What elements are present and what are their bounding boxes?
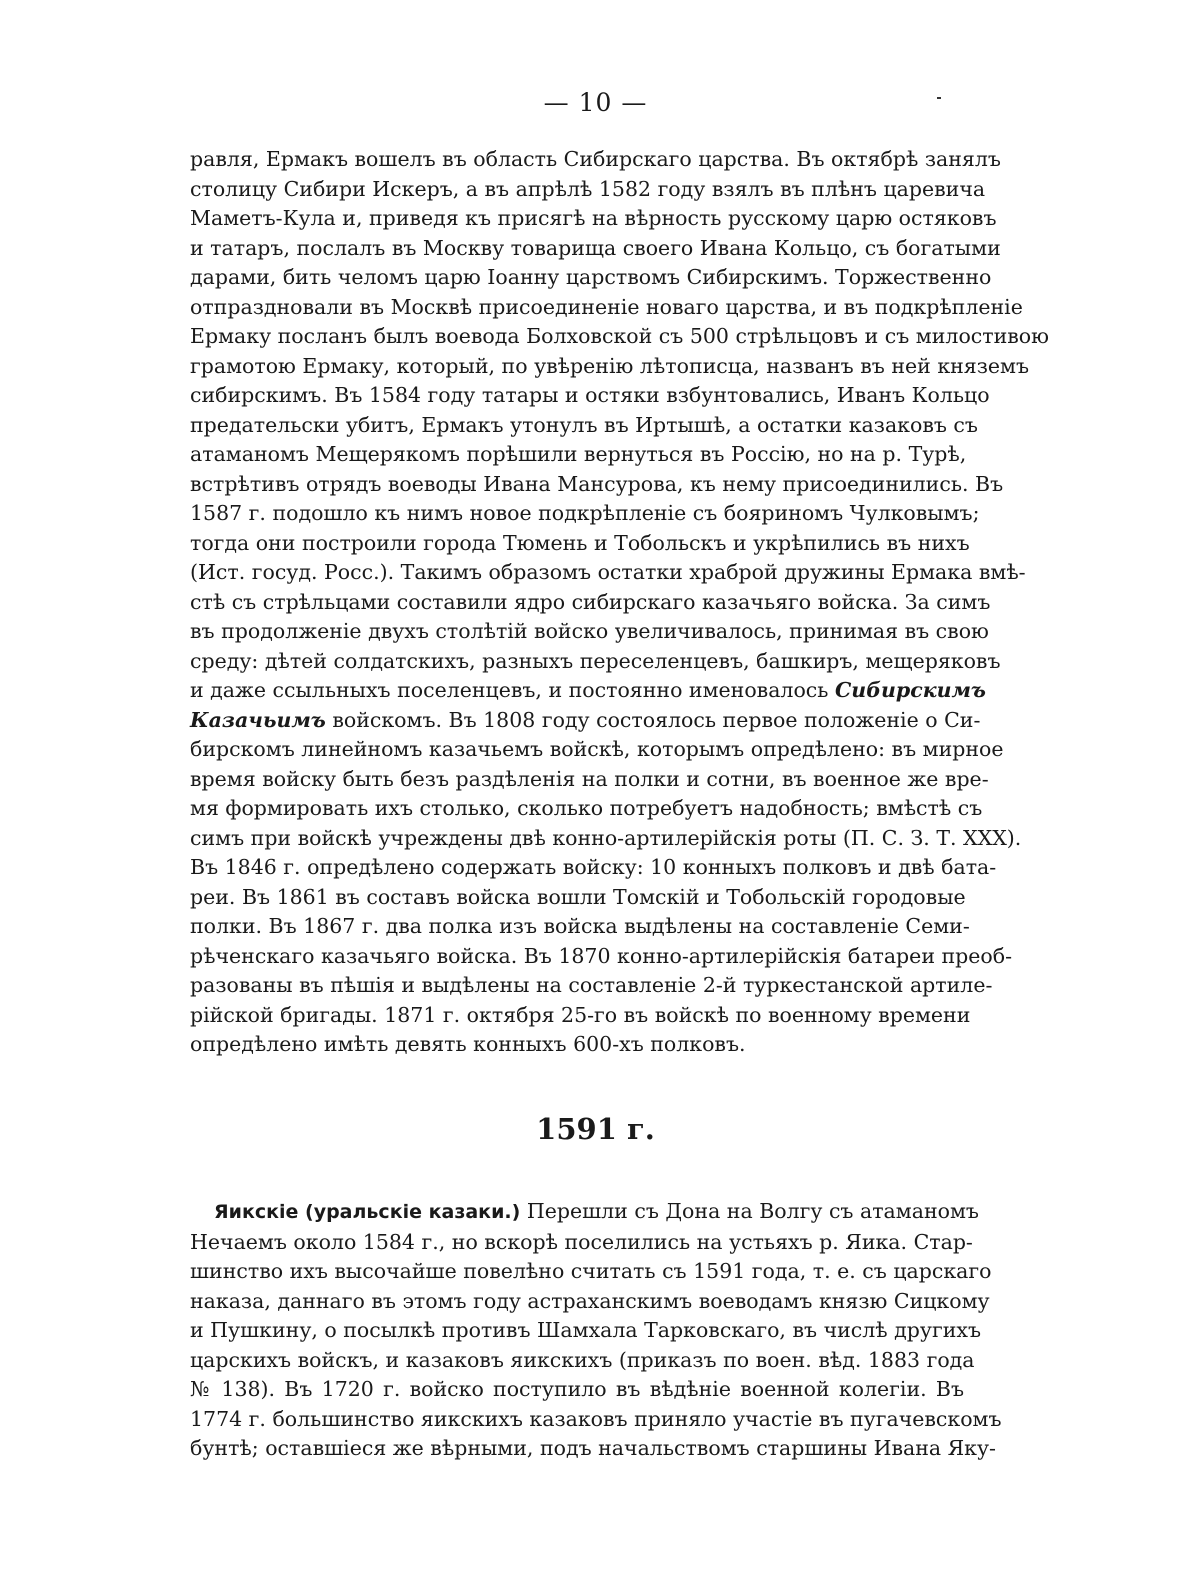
italic-term: Казачьимъ [190,707,326,732]
text-line: тогда они построили города Тюмень и Тобольскъ и укрѣпились въ нихъ [190,530,970,555]
section-heading-year: 1591 г. [536,1112,655,1146]
text-line: и татаръ, послалъ въ Москву товарища своего Ивана Кольцо, съ богатыми [190,235,1001,260]
text-line: грамотою Ермаку, который, по увѣренію лѣтописца, названъ въ ней княземъ [190,353,1030,378]
text-line: 1774 г. большинство яикскихъ казаковъ приняло участіе въ пугачевскомъ [190,1406,1002,1431]
text-line: столицу Сибири Искеръ, а въ апрѣлѣ 1582 году взялъ въ плѣнъ царевича [190,176,986,201]
lead-term: Яикскіе (уральскіе казаки.) [214,1201,521,1223]
text-line [190,1197,979,1228]
text-line: реи. Въ 1861 въ составъ войска вошли Томскій и Тобольскій городовые [190,884,966,909]
text-line: сибирскимъ. Въ 1584 году татары и остяки взбунтовались, Иванъ Кольцо [190,383,990,407]
text-line: Маметъ-Кула и, приведя къ присягѣ на вѣрность русскому царю остяковъ [190,206,997,230]
text-line: опредѣлено имѣть девять конныхъ 600-хъ полковъ. [190,1032,746,1056]
text-line: полки. Въ 1867 г. два полка изъ войска выдѣлены на составленіе Семи- [190,914,970,938]
italic-term: Сибирскимъ [834,678,986,702]
text-line: встрѣтивъ отрядъ воеводы Ивана Мансурова, къ нему присоединились. Въ [190,471,1004,496]
text-line: (Ист. госуд. Росс.). Такимъ образомъ остатки храброй дружины Ермака вмѣ- [190,560,1026,584]
text-line: отпраздновали въ Москвѣ присоединеніе новаго царства, и въ подкрѣпленіе [190,294,1023,319]
text-line: 1587 г. подошло къ нимъ новое подкрѣпленіе съ бояриномъ Чулковымъ; [190,501,980,525]
text-line: атаманомъ Мещерякомъ порѣшили вернуться въ Россію, но на р. Турѣ, [190,442,967,466]
text-line: Нечаемъ около 1584 г., но вскорѣ поселились на устьяхъ р. Яика. Стар- [190,1229,973,1254]
text-line: царскихъ войскъ, и казаковъ яикскихъ (приказъ по воен. вѣд. 1883 года [190,1347,975,1372]
main-paragraph [190,145,1049,1060]
text-line: мя формировать ихъ столько, сколько потребуетъ надобность; вмѣстѣ съ [190,796,983,820]
text-line: стѣ съ стрѣльцами составили ядро сибирскаго казачьяго войска. За симъ [190,589,991,614]
text-line: бунтѣ; оставшіеся же вѣрными, подъ начальствомъ старшины Ивана Яку- [190,1436,996,1460]
text-line: симъ при войскѣ учреждены двѣ конно-артилерійскія роты (П. С. З. Т. XXX). [190,825,1022,850]
text-line: бирскомъ линейномъ казачьемъ войскѣ, которымъ опредѣлено: въ мирное [190,737,1004,761]
text-line: предательски убитъ, Ермакъ утонулъ въ Иртышѣ, а остатки казаковъ съ [190,412,978,437]
text-line: среду: дѣтей солдатскихъ, разныхъ переселенцевъ, башкиръ, мещеряковъ [190,648,1001,673]
text-line: Въ 1846 г. опредѣлено содержать войску: 10 конныхъ полковъ и двѣ бата- [190,855,997,879]
print-speck [937,97,941,99]
second-paragraph [190,1197,1002,1464]
text-line: дарами, бить челомъ царю Іоанну царствомъ Сибирскимъ. Торжественно [190,265,992,289]
text-segment: Перешли съ Дона на Волгу съ атаманомъ [526,1199,979,1223]
text-line: время войску быть безъ раздѣленія на полки и сотни, въ военное же вре- [190,766,989,791]
text-line [190,706,981,736]
text-line: рѣченскаго казачьяго войска. Въ 1870 конно-артилерійскія батареи преоб- [190,943,1013,968]
text-line: въ продолженіе двухъ столѣтій войско увеличивалось, принимая въ свою [190,619,989,643]
text-line: разованы въ пѣшія и выдѣлены на составленіе 2-й туркестанской артиле- [190,973,993,997]
text-line [190,676,986,706]
text-line: равля, Ермакъ вошелъ въ область Сибирскаго царства. Въ октябрѣ занялъ [190,147,1001,171]
text-segment: и даже ссыльныхъ поселенцевъ, и постоянно именовалось [190,678,829,702]
text-segment: войскомъ. Въ 1808 году состоялось первое положеніе о Си- [332,707,981,732]
text-line: и Пушкину, о посылкѣ противъ Шамхала Тарковскаго, въ числѣ другихъ [190,1318,981,1342]
text-line: Ермаку посланъ былъ воевода Болховской съ 500 стрѣльцовъ и съ милостивою [190,324,1049,348]
text-line: шинство ихъ высочайше повелѣно считать съ 1591 года, т. е. съ царскаго [190,1259,992,1283]
text-line: № 138). Въ 1720 г. войско поступило въ вѣдѣніе военной колегіи. Въ [190,1377,964,1401]
page-number: — 10 — [543,88,648,117]
text-line: рійской бригады. 1871 г. октября 25-го въ войскѣ по военному времени [190,1002,971,1027]
text-line: наказа, даннаго въ этомъ году астраханскимъ воеводамъ князю Сицкому [190,1288,990,1313]
